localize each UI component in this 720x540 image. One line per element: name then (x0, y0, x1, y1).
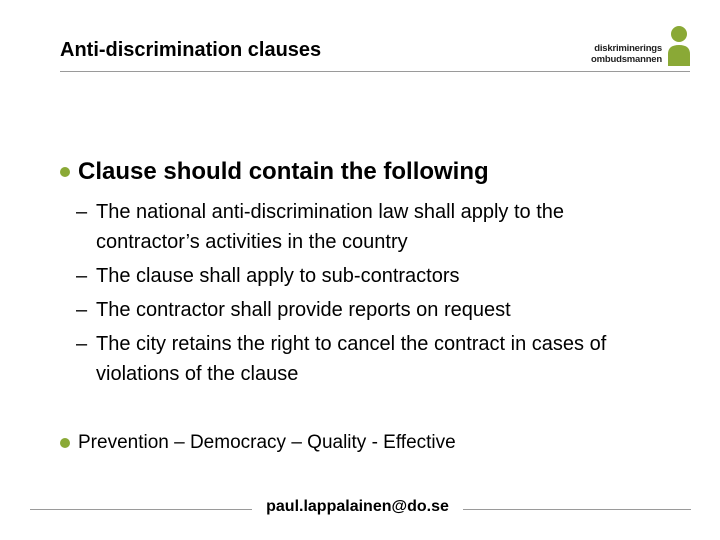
organization-logo (590, 24, 694, 70)
footer-divider-left (30, 509, 252, 510)
sub-bullet-item (76, 261, 666, 291)
sub-bullet-text: The city retains the right to cancel the contract in cases of violations of the clause (96, 333, 607, 385)
sub-bullet-text: The clause shall apply to sub-contractors (96, 265, 460, 287)
header-divider (60, 71, 690, 72)
bullet-dot-icon (60, 438, 70, 448)
slide-title: Anti-discrimination clauses (60, 39, 322, 61)
person-icon (668, 26, 690, 66)
dash-marker: – (76, 265, 88, 287)
footer-divider-right (463, 509, 691, 510)
dash-marker: – (76, 201, 88, 223)
logo-text-line2: ombudsmannen (591, 54, 662, 65)
sub-bullet-item (76, 197, 666, 257)
dash-marker: – (76, 299, 88, 321)
sub-bullet-text: The national anti-discrimination law shall apply to the contractor’s activities in the country (96, 201, 565, 253)
main-bullet-text: Clause should contain the following (78, 158, 489, 185)
sub-bullet-text: The contractor shall provide reports on request (96, 299, 511, 321)
main-bullet (60, 155, 489, 189)
dash-marker: – (76, 333, 88, 355)
secondary-bullet (60, 429, 456, 457)
footer-email: paul.lappalainen@do.se (266, 498, 449, 515)
sub-bullet-item (76, 329, 666, 389)
sub-bullet-list (76, 197, 666, 393)
sub-bullet-item (76, 295, 666, 325)
secondary-bullet-text: Prevention – Democracy – Quality - Effective (78, 432, 456, 453)
logo-text-line1: diskriminerings (594, 43, 662, 54)
bullet-dot-icon (60, 167, 70, 177)
